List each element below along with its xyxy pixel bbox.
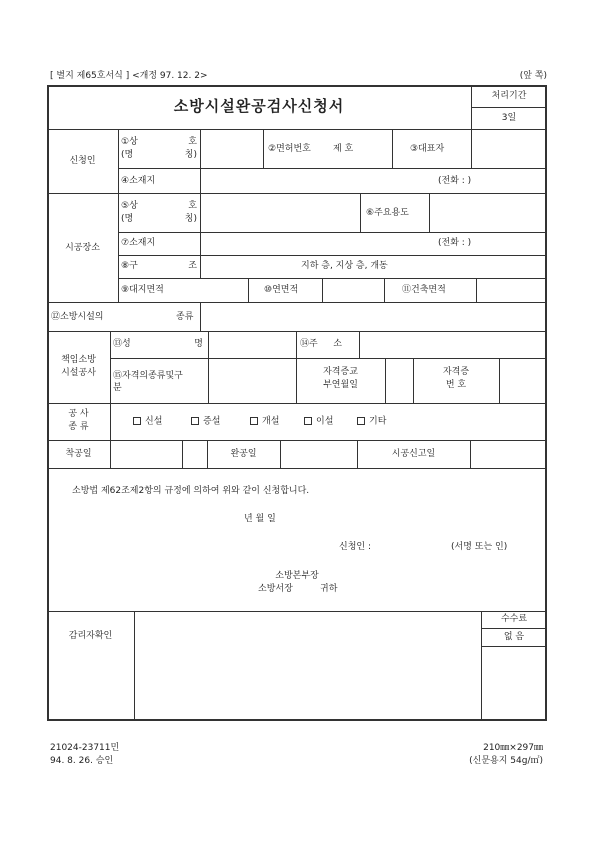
checkbox-icon[interactable] — [304, 417, 312, 425]
divider — [429, 193, 430, 232]
facility-type-label-a: ⑫소방시설의 — [51, 312, 104, 322]
divider — [360, 193, 361, 232]
divider — [47, 611, 547, 612]
work-type-label-b: 종 류 — [68, 422, 89, 432]
site-phone-label: (전화 : ) — [438, 238, 472, 248]
divider — [110, 358, 547, 359]
cert-issue-date-label-b: 부연월일 — [323, 380, 358, 390]
work-type-option-renovate[interactable] — [250, 417, 279, 427]
divider — [481, 646, 547, 647]
form-identifier: [ 별지 제65호서식 ] <개정 97. 12. 2> — [50, 71, 208, 81]
page-side-label: (앞 쪽) — [519, 71, 547, 81]
divider — [134, 611, 135, 721]
applicant-phone-label: (전화 : ) — [438, 176, 472, 186]
qualification-label-a: ⑮자격의종류및구 — [113, 371, 183, 381]
structure-label-a: ⑧구 — [121, 261, 138, 271]
divider — [200, 255, 201, 278]
recipient-line1: 소방본부장 — [275, 571, 319, 581]
manager-name-label-a: ⑬성 — [113, 339, 131, 349]
floor-area-label: ⑩연면적 — [264, 285, 299, 295]
license-number-label: ②면허번호 — [268, 144, 311, 154]
divider — [384, 278, 385, 302]
floors-text: 지하 층, 지상 층, 개동 — [301, 261, 388, 271]
divider — [280, 440, 281, 468]
cert-number-label-a: 자격증 — [442, 367, 470, 377]
checkbox-icon[interactable] — [133, 417, 141, 425]
trade-name-label — [121, 138, 197, 147]
site-name-label-a: ⑤상 — [121, 201, 138, 211]
manager-section-label-a: 책임소방 — [61, 355, 96, 365]
paper-size: 210㎜×297㎜ — [483, 743, 543, 753]
divider — [392, 129, 393, 168]
manager-address-label — [300, 340, 342, 349]
trade-name-label-c: (명 — [121, 150, 134, 160]
processing-period-label: 처리기간 — [491, 91, 527, 101]
site-name-label-c: (명 — [121, 214, 134, 224]
divider — [200, 302, 201, 331]
fee-label: 수수료 — [500, 614, 528, 624]
recipient-honorific: 귀하 — [320, 584, 338, 594]
divider — [118, 232, 547, 233]
manager-section-label-b: 시설공사 — [61, 368, 96, 378]
trade-name-label-d: 칭) — [184, 150, 197, 160]
option-label: 증설 — [203, 416, 221, 427]
land-area-label: ⑨대지면적 — [121, 285, 164, 295]
divider — [200, 129, 201, 168]
checkbox-icon[interactable] — [357, 417, 365, 425]
declaration-text: 소방법 제62조제2항의 규정에 의하여 위와 같이 신청합니다. — [72, 486, 310, 496]
manager-address-label-b: 소 — [333, 339, 342, 349]
divider — [471, 129, 472, 168]
processing-period-value: 3일 — [501, 113, 517, 123]
completion-date-label: 완공일 — [230, 449, 257, 459]
divider — [110, 403, 111, 440]
divider — [263, 129, 264, 168]
facility-type-label-b: 종류 — [176, 312, 194, 322]
supervisor-confirm-label: 감리자확인 — [68, 631, 113, 641]
divider — [118, 168, 547, 169]
cert-number-label-b: 번 호 — [445, 380, 467, 390]
checkbox-icon[interactable] — [250, 417, 258, 425]
divider — [110, 440, 111, 468]
manager-address-label-a: ⑭주 — [300, 339, 318, 349]
divider — [200, 232, 201, 255]
option-label: 이설 — [316, 416, 334, 427]
divider — [359, 331, 360, 358]
fee-value: 없 음 — [503, 632, 525, 642]
divider — [481, 611, 482, 721]
site-address-label: ⑦소재지 — [121, 238, 156, 248]
checkbox-icon[interactable] — [191, 417, 199, 425]
divider — [471, 107, 547, 108]
signer-label: 신청인 : — [339, 542, 371, 552]
cert-issue-date-label-a: 자격증교 — [323, 367, 358, 377]
divider — [110, 331, 111, 403]
divider — [47, 468, 547, 469]
date-line: 년 월 일 — [244, 514, 276, 524]
divider — [47, 129, 547, 130]
work-type-option-new[interactable] — [133, 417, 162, 427]
trade-name-label-a: ①상 — [121, 137, 138, 147]
divider — [200, 193, 201, 232]
site-section-label: 시공장소 — [65, 243, 100, 253]
site-name-label-sub — [121, 215, 197, 224]
qualification-label-b: 분 — [113, 383, 122, 393]
divider — [47, 331, 547, 332]
work-type-label-a: 공 사 — [68, 409, 89, 419]
divider — [118, 278, 547, 279]
start-date-label: 착공일 — [65, 449, 92, 459]
trade-name-label-sub — [121, 151, 197, 160]
divider — [322, 278, 323, 302]
divider — [208, 331, 209, 403]
representative-label: ③대표자 — [410, 144, 445, 154]
divider — [47, 193, 547, 194]
work-type-option-relocate[interactable] — [304, 417, 333, 427]
option-label: 기타 — [369, 416, 387, 427]
divider — [47, 403, 547, 404]
site-name-label — [121, 202, 197, 211]
divider — [47, 440, 547, 441]
divider — [385, 358, 386, 403]
main-use-label: ⑥주요용도 — [366, 208, 409, 218]
site-name-label-b: 호 — [188, 201, 197, 211]
manager-name-label-b: 명 — [194, 339, 203, 349]
divider — [476, 278, 477, 302]
approval-date: 94. 8. 26. 승인 — [50, 756, 114, 766]
manager-name-label — [113, 340, 203, 349]
applicant-section-label: 신청인 — [69, 156, 96, 166]
signature-note: (서명 또는 인) — [451, 542, 508, 552]
divider — [481, 628, 547, 629]
work-type-option-other[interactable] — [357, 417, 386, 427]
structure-label-b: 조 — [188, 261, 197, 271]
option-label: 신설 — [145, 416, 163, 427]
report-date-label: 시공신고일 — [391, 449, 436, 459]
work-type-option-expand[interactable] — [191, 417, 220, 427]
site-name-label-d: 칭) — [184, 214, 197, 224]
divider — [470, 440, 471, 468]
divider — [248, 278, 249, 302]
divider — [499, 358, 500, 403]
option-label: 개설 — [262, 416, 280, 427]
form-title: 소방시설완공검사신청서 — [173, 97, 345, 115]
structure-label — [121, 262, 197, 271]
divider — [118, 129, 119, 302]
trade-name-label-b: 호 — [188, 137, 197, 147]
divider — [296, 331, 297, 358]
divider — [47, 302, 547, 303]
building-area-label: ⑪건축면적 — [402, 285, 446, 295]
divider — [182, 440, 183, 468]
divider — [118, 255, 547, 256]
paper-type: (신문용지 54g/㎡) — [469, 756, 543, 766]
divider — [200, 168, 201, 193]
form-code: 21024-23711민 — [50, 743, 120, 753]
recipient-line2: 소방서장 — [258, 584, 293, 594]
license-number-value: 제 호 — [333, 144, 354, 154]
applicant-address-label: ④소재지 — [121, 176, 156, 186]
